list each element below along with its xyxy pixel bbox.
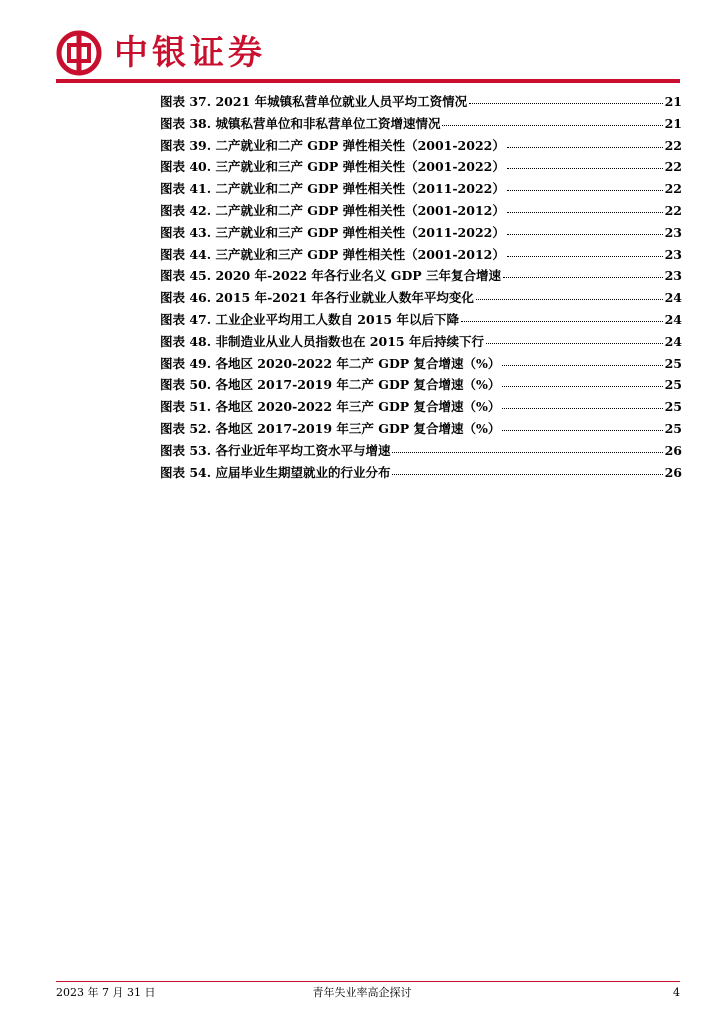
toc-entry-label: 图表 46. 2015 年-2021 年各行业就业人数年平均变化: [160, 290, 474, 306]
toc-entry[interactable]: [160, 375, 682, 397]
toc-dot-leader: [507, 190, 663, 191]
toc-entry-label: 图表 45. 2020 年-2022 年各行业名义 GDP 三年复合增速: [160, 268, 502, 284]
toc-entry[interactable]: [160, 179, 682, 201]
toc-dot-leader: [469, 103, 663, 104]
toc-dot-leader: [507, 212, 663, 213]
toc-entry-label: 图表 42. 二产就业和二产 GDP 弹性相关性（2001-2012）: [160, 202, 505, 218]
toc-entry[interactable]: [160, 419, 682, 441]
toc-entry-page: 26: [664, 442, 682, 458]
toc-dot-leader: [502, 365, 662, 366]
toc-dot-leader: [476, 299, 663, 300]
toc-dot-leader: [502, 408, 662, 409]
footer-divider: [56, 981, 680, 982]
toc-entry-page: 21: [664, 115, 682, 131]
toc-entry[interactable]: [160, 266, 682, 288]
toc-dot-leader: [507, 147, 663, 148]
toc-entry-page: 22: [664, 159, 682, 175]
toc-entry-page: 25: [664, 377, 682, 393]
page-header: [56, 26, 680, 80]
toc-dot-leader: [486, 343, 663, 344]
header-divider: [56, 79, 680, 83]
toc-dot-leader: [507, 256, 663, 257]
toc-entry-page: 23: [664, 224, 682, 240]
toc-entry-page: 24: [664, 333, 682, 349]
toc-entry[interactable]: [160, 114, 682, 136]
toc-entry[interactable]: [160, 463, 682, 485]
toc-entry[interactable]: [160, 332, 682, 354]
footer-date: 2023 年 7 月 31 日: [56, 986, 156, 999]
toc-entry-label: 图表 47. 工业企业平均用工人数自 2015 年以后下降: [160, 311, 459, 327]
toc-entry-label: 图表 43. 三产就业和三产 GDP 弹性相关性（2011-2022）: [160, 224, 505, 240]
toc-entry[interactable]: [160, 397, 682, 419]
toc-entry[interactable]: [160, 310, 682, 332]
toc-entry-label: 图表 54. 应届毕业生期望就业的行业分布: [160, 464, 391, 480]
toc-entry[interactable]: [160, 245, 682, 267]
toc-entry-label: 图表 53. 各行业近年平均工资水平与增速: [160, 442, 391, 458]
toc-entry-page: 24: [664, 311, 682, 327]
toc-dot-leader: [503, 277, 663, 278]
toc-dot-leader: [502, 386, 662, 387]
toc-entry-page: 25: [664, 355, 682, 371]
toc-dot-leader: [392, 452, 662, 453]
toc-entry-label: 图表 38. 城镇私营单位和非私营单位工资增速情况: [160, 115, 441, 131]
toc-dot-leader: [507, 234, 663, 235]
toc-entry-page: 22: [664, 202, 682, 218]
footer-report-title: 青年失业率高企探讨: [312, 986, 412, 999]
toc-entry-page: 22: [664, 181, 682, 197]
toc-entry-label: 图表 50. 各地区 2017-2019 年二产 GDP 复合增速（%）: [160, 377, 501, 393]
toc-entry-page: 22: [664, 137, 682, 153]
toc-entry-page: 25: [664, 399, 682, 415]
toc-entry[interactable]: [160, 157, 682, 179]
toc-entry-label: 图表 51. 各地区 2020-2022 年三产 GDP 复合增速（%）: [160, 399, 501, 415]
toc-dot-leader: [442, 125, 662, 126]
toc-entry-page: 23: [664, 246, 682, 262]
toc-entry[interactable]: [160, 354, 682, 376]
toc-entry[interactable]: [160, 441, 682, 463]
toc-entry-label: 图表 49. 各地区 2020-2022 年二产 GDP 复合增速（%）: [160, 355, 501, 371]
toc-entry-label: 图表 41. 二产就业和二产 GDP 弹性相关性（2011-2022）: [160, 181, 505, 197]
toc-dot-leader: [461, 321, 663, 322]
toc-entry-label: 图表 39. 二产就业和二产 GDP 弹性相关性（2001-2022）: [160, 137, 505, 153]
toc-dot-leader: [502, 430, 662, 431]
toc-entry-page: 24: [664, 290, 682, 306]
toc-entry-label: 图表 48. 非制造业从业人员指数也在 2015 年后持续下行: [160, 333, 484, 349]
toc-entry-label: 图表 44. 三产就业和三产 GDP 弹性相关性（2001-2012）: [160, 246, 505, 262]
toc-entry-label: 图表 52. 各地区 2017-2019 年三产 GDP 复合增速（%）: [160, 420, 501, 436]
toc-entry-page: 23: [664, 268, 682, 284]
figure-list: [160, 92, 682, 484]
footer-page-number: 4: [673, 986, 680, 999]
toc-entry-label: 图表 40. 三产就业和三产 GDP 弹性相关性（2001-2022）: [160, 159, 505, 175]
toc-dot-leader: [392, 474, 662, 475]
toc-entry-page: 26: [664, 464, 682, 480]
toc-entry[interactable]: [160, 201, 682, 223]
toc-entry-label: 图表 37. 2021 年城镇私营单位就业人员平均工资情况: [160, 94, 468, 109]
bank-of-china-logo-icon: [56, 30, 102, 76]
brand-name: 中银证券: [114, 33, 266, 73]
toc-entry[interactable]: [160, 136, 682, 158]
toc-dot-leader: [507, 168, 663, 169]
toc-entry[interactable]: [160, 92, 682, 114]
toc-entry[interactable]: [160, 288, 682, 310]
toc-entry[interactable]: [160, 223, 682, 245]
toc-entry-page: 21: [664, 94, 682, 109]
toc-entry-page: 25: [664, 420, 682, 436]
